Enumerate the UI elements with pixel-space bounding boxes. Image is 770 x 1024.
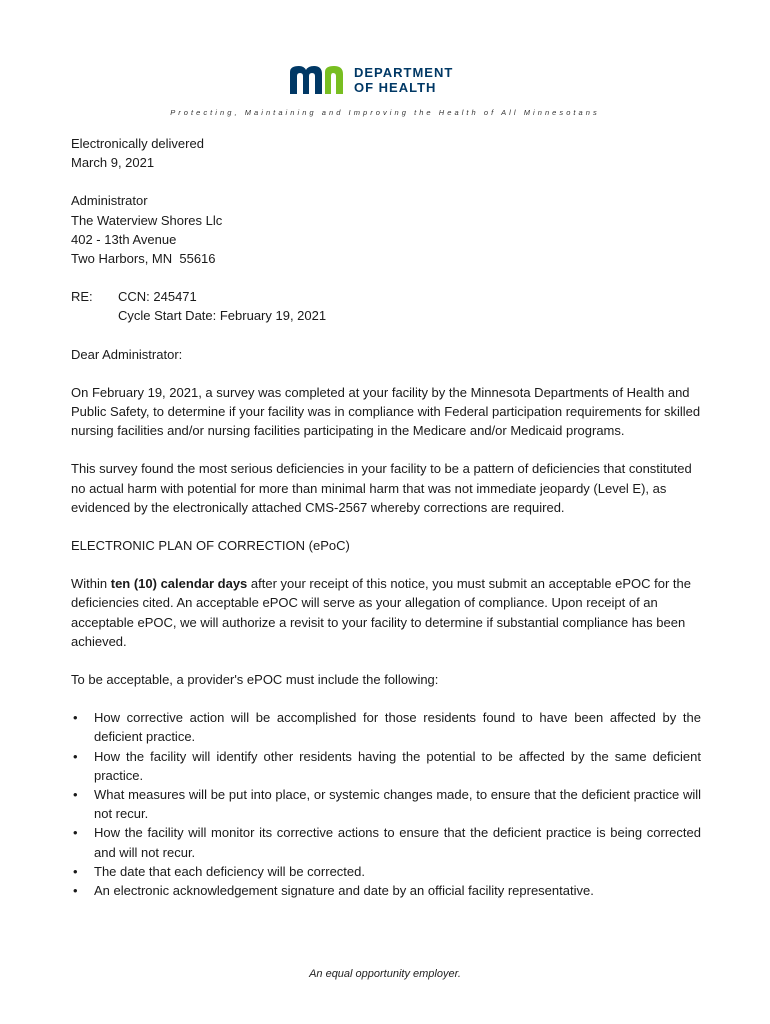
list-item: • What measures will be put into place, or systemic changes made, to ensure that the deficient practice will not recur. xyxy=(71,785,701,823)
mn-logo-icon xyxy=(290,64,350,94)
requirements-list xyxy=(71,708,701,900)
paragraph: This survey found the most serious deficiencies in your facility to be a pattern of deficiencies that constituted no actual harm with potential for more than minimal harm that was not immediate jeopardy (Level E), as evidenced by the electronically attached CMS-2567 whereby corrections are required. xyxy=(71,461,692,515)
re-label: RE: xyxy=(71,289,93,305)
delivery-method: Electronically delivered xyxy=(71,136,204,151)
recipient-line: Administrator xyxy=(71,193,148,209)
list-item: • How corrective action will be accomplished for those residents found to have been affected by the deficient practice. xyxy=(71,708,701,746)
paragraph xyxy=(71,574,701,651)
footer-note: An equal opportunity employer. xyxy=(309,968,461,980)
re-line: CCN: 245471 xyxy=(118,289,197,305)
section-heading: ELECTRONIC PLAN OF CORRECTION (ePoC) xyxy=(71,538,350,554)
list-item: • How the facility will identify other residents having the potential to be affected by the same deficient practice. xyxy=(71,747,701,785)
letter-date: March 9, 2021 xyxy=(71,155,155,171)
tagline: Protecting, Maintaining and Improving the Health of All Minnesotans xyxy=(170,108,600,117)
department-name: DEPARTMENT OF HEALTH xyxy=(354,65,454,95)
re-block xyxy=(71,287,701,325)
recipient-line: Two Harbors, MN 55616 xyxy=(71,251,216,267)
deadline-text: ten (10) calendar days xyxy=(110,576,248,592)
mdh-logo xyxy=(290,64,490,96)
recipient-line: 402 - 13th Avenue xyxy=(71,231,177,247)
re-line: Cycle Start Date: February 19, 2021 xyxy=(118,308,327,324)
list-item: • An electronic acknowledgement signature and date by an official facility representative. xyxy=(71,881,701,900)
list-item: • How the facility will monitor its corrective actions to ensure that the deficient practice is being corrected and will not recur. xyxy=(71,823,701,861)
list-item: • The date that each deficiency will be corrected. xyxy=(71,862,701,881)
salutation: Dear Administrator: xyxy=(71,346,183,362)
paragraph: To be acceptable, a provider's ePOC must include the following: xyxy=(71,672,439,688)
paragraph-text: Within xyxy=(71,576,111,592)
paragraph: On February 19, 2021, a survey was completed at your facility by the Minnesota Departments of Health and Public Safety, to determine if your facility was in compliance with Federal participation requirements for skilled nursing facilities and/or nursing facilities participating in the Medicare and/or Medicaid programs. xyxy=(71,384,701,439)
recipient-line: The Waterview Shores Llc xyxy=(71,212,223,228)
paragraph-text: after your receipt of this notice, you must submit an acceptable ePOC for the deficiencies cited. An acceptable ePOC will serve as your allegation of compliance. Upon receipt of an acceptable ePOC, we will authorize a revisit to your facility to determine if substantial compliance has been achieved. xyxy=(71,576,691,649)
letter-body xyxy=(71,134,701,900)
